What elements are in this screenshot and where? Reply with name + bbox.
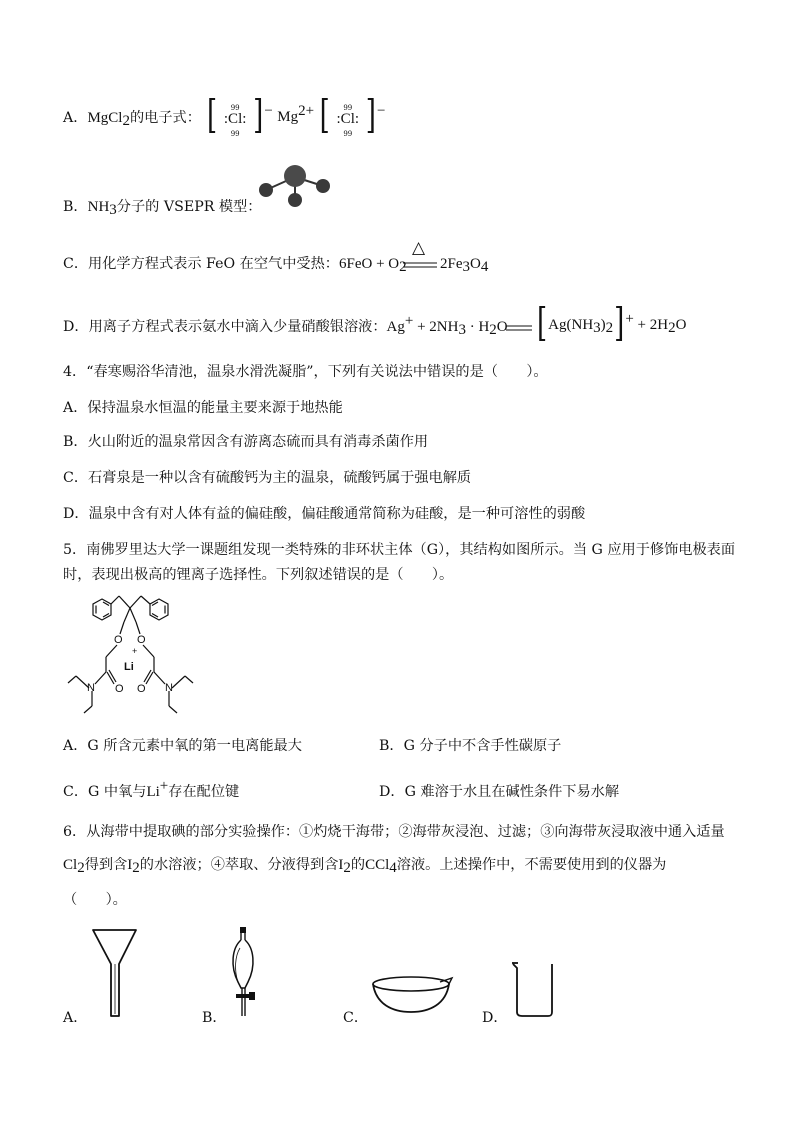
lithium-label: Li (124, 661, 134, 673)
option-text: 分子的 VSEPR 模型： (116, 199, 262, 215)
q6-stem-line3: （ ）。 (63, 892, 127, 908)
q5-stem-line2: 时，表现出极高的锂离子选择性。下列叙述错误的是（ ）。 (63, 567, 454, 583)
q3-d-product (536, 301, 687, 347)
q6-label-d: D． (482, 1010, 508, 1026)
text: 溶液。上述操作中，不需要使用到的仪器为 (396, 857, 667, 873)
separatory-funnel-icon (226, 926, 260, 1020)
nitrogen-label: N (87, 682, 95, 694)
option-text: C．用化学方程式表示 FeO 在空气中受热： (63, 256, 339, 272)
lone-pair-bottom: 99 (343, 130, 353, 138)
subscript: 3 (458, 322, 466, 338)
text: 的 (350, 857, 366, 873)
q5-option-b: B．G 分子中不含手性碳原子 (379, 738, 562, 754)
product-o: O (470, 256, 481, 272)
q3-option-c (63, 254, 407, 274)
option-text: 的电子式： (129, 110, 201, 126)
q4-stem: 4．“春寒赐浴华清池，温泉水滑洗凝脂”，下列有关说法中错误的是（ ）。 (63, 364, 548, 380)
chloride-lewis (218, 104, 252, 138)
q3-c-product (440, 254, 488, 274)
q6-label-c: C． (343, 1010, 369, 1026)
molecule-g-structure (62, 590, 202, 722)
lone-pair-top: 99 (343, 104, 353, 112)
oxygen-label: O (114, 634, 123, 646)
ammonia: + 2NH (413, 319, 459, 335)
silver-ion: Ag (386, 319, 405, 335)
evaporating-dish-icon (368, 970, 454, 1016)
left-bracket: [ (207, 93, 218, 139)
lone-pair-top: 99 (230, 104, 240, 112)
water-part: · H (465, 319, 490, 335)
charge: + (625, 311, 634, 327)
q5-option-a: A．G 所含元素中氧的第一电离能最大 (63, 738, 302, 754)
option-text: C．G 中氧与 (63, 784, 147, 800)
subscript: 2 (77, 860, 85, 876)
subscript: 3 (462, 259, 470, 275)
q4-option-a: A．保持温泉水恒温的能量主要来源于地热能 (63, 400, 343, 416)
chlorine-symbol: :Cl: (336, 111, 360, 127)
right-bracket: ] (253, 93, 264, 139)
subscript: 4 (389, 860, 397, 876)
option-prefix: B． (63, 199, 88, 215)
formula: MgCl (87, 110, 123, 126)
left-bracket: [ (319, 93, 330, 139)
right-bracket: ] (614, 301, 625, 347)
right-bracket: ] (365, 93, 376, 139)
oxygen-label: O (137, 634, 146, 646)
subscript: 2 (489, 322, 497, 338)
iodine: I (338, 857, 344, 873)
subscript: 4 (480, 259, 489, 275)
lone-pair-bottom: 99 (230, 130, 240, 138)
q4-option-b: B．火山附近的温泉常因含有游离态硫而具有消毒杀菌作用 (63, 434, 429, 450)
beaker-icon (510, 958, 556, 1018)
complex-close: ) (600, 317, 606, 333)
subscript: 2 (399, 259, 407, 275)
nitrogen-label: N (165, 682, 173, 694)
magnesium-chloride-lewis-structure (206, 93, 386, 139)
heat-condition: △ (412, 238, 426, 257)
q5-stem-line1: 5．南佛罗里达大学一课题组发现一类特殊的非环状主体（G），其结构如图所示。当 G 应用于修饰电极表面 (63, 542, 736, 558)
q6-stem-line1: 6．从海带中提取碘的部分实验操作：①灼烧干海带；②海带灰浸泡、过滤；③向海带灰浸取液中通入适量 (63, 824, 725, 840)
q5-option-c (63, 778, 240, 802)
charge-label: + (132, 646, 138, 656)
oxygen-label: O (137, 683, 146, 695)
equals-sign (506, 325, 534, 333)
charge: + (404, 313, 414, 329)
q3-option-a (63, 108, 201, 128)
charge: − (376, 103, 386, 119)
subscript: 3 (109, 202, 117, 218)
q6-label-a: A． (63, 1010, 88, 1026)
option-text: D．用离子方程式表示氨水中滴入少量硝酸银溶液： (63, 319, 387, 335)
charge: − (264, 103, 273, 119)
water-product: + 2H (633, 317, 669, 333)
subscript: 2 (343, 860, 351, 876)
water-o: O (675, 317, 687, 333)
q6-label-b: B． (202, 1010, 227, 1026)
subscript: 2 (605, 320, 614, 336)
water-o: O (496, 319, 508, 335)
reactants: 6FeO + O (338, 256, 400, 272)
charge: 2+ (298, 103, 315, 119)
option-prefix: A． (63, 110, 88, 126)
option-text: 存在配位键 (168, 784, 240, 800)
equals-arrow (403, 262, 439, 270)
magnesium-symbol: Mg (277, 109, 299, 125)
oxygen-label: O (115, 683, 124, 695)
q3-option-d (63, 313, 508, 338)
subscript: 2 (132, 860, 140, 876)
chlorine-symbol: :Cl: (223, 111, 247, 127)
carbon-tetrachloride: CCl (365, 857, 390, 873)
q3-option-b (63, 197, 262, 217)
lithium-ion: Li (146, 784, 160, 800)
left-bracket: [ (537, 301, 548, 347)
product: 2Fe (440, 256, 463, 272)
q5-option-d: D．G 难溶于水且在碱性条件下易水解 (379, 784, 620, 800)
complex: Ag(NH (548, 317, 594, 333)
q6-stem-line2 (63, 855, 666, 875)
subscript: 3 (593, 320, 601, 336)
text: 得到含 (84, 857, 128, 873)
charge: + (159, 778, 169, 794)
vsepr-model-image (255, 162, 335, 212)
chloride-lewis (331, 104, 365, 138)
subscript: 2 (122, 113, 130, 129)
q4-option-d: D．温泉中含有对人体有益的偏硅酸，偏硅酸通常简称为硅酸，是一种可溶性的弱酸 (63, 506, 586, 522)
subscript: 2 (668, 320, 676, 336)
formula: NH (87, 199, 110, 215)
chlorine: Cl (63, 857, 78, 873)
iodine: I (127, 857, 133, 873)
q4-option-c: C．石膏泉是一种以含有硫酸钙为主的温泉，硫酸钙属于强电解质 (63, 470, 472, 486)
text: 的水溶液；④萃取、分液得到含 (139, 857, 339, 873)
funnel-icon (92, 928, 138, 1020)
